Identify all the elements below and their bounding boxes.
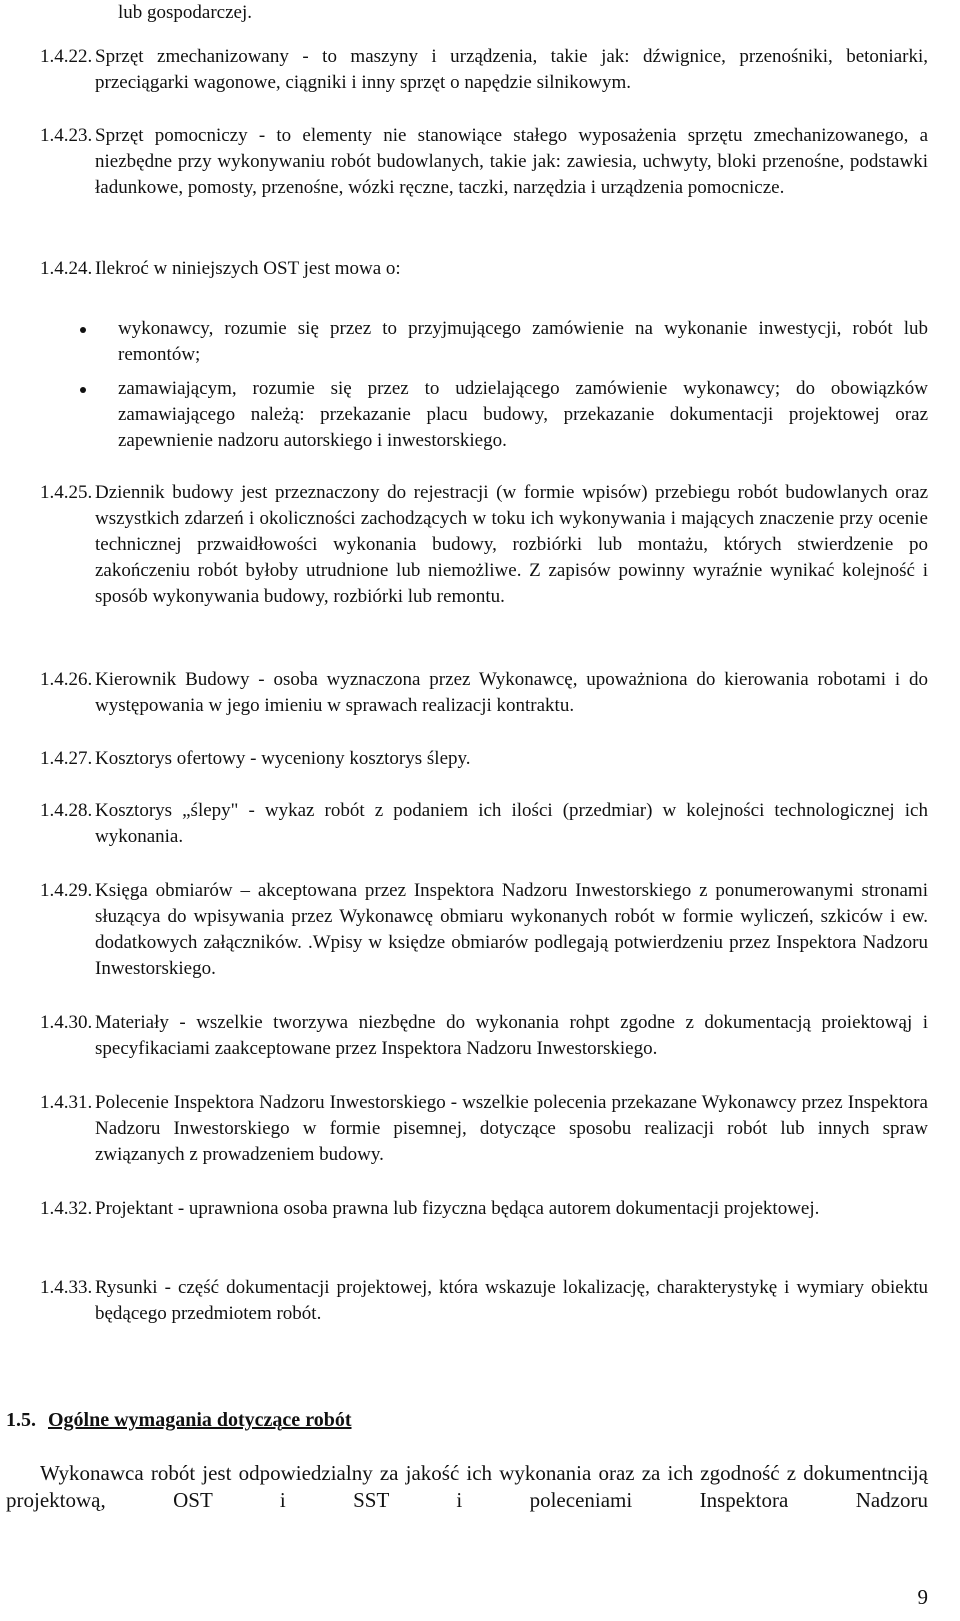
definition-1-4-30: [40, 1010, 928, 1062]
definition-1-4-29: [40, 878, 928, 982]
item-text: Projektant - uprawniona osoba prawna lub fizyczna będąca autorem dokumentacji projektowej.: [95, 1198, 820, 1219]
definition-1-4-27: [40, 746, 928, 772]
item-text: Ilekroć w niniejszych OST jest mowa o:: [95, 258, 401, 279]
item-number: 1.4.27.: [40, 748, 93, 769]
item-number: 1.4.29.: [40, 880, 93, 901]
item-number: 1.4.31.: [40, 1092, 93, 1113]
definition-1-4-33: [40, 1275, 928, 1327]
item-number: 1.4.33.: [40, 1277, 93, 1298]
page-number: 9: [917, 1585, 928, 1609]
item-number: 1.4.32.: [40, 1198, 93, 1219]
item-number: 1.4.26.: [40, 669, 93, 690]
section-heading: [6, 1406, 352, 1434]
bullet-text: zamawiającym, rozumie się przez to udzielającego zamówienie wykonawcy; do obowiązków zamawiającego należą: przekazanie placu budowy, przekazanie dokumentacji projektowej oraz zapewnienie nadzoru autorskiego i inwestorskiego.: [118, 378, 928, 451]
definition-1-4-25: [40, 480, 928, 610]
continuation-text: lub gospodarczej.: [118, 2, 253, 23]
bullet-text: wykonawcy, rozumie się przez to przyjmującego zamówienie na wykonanie inwestycji, robót lub remontów;: [118, 318, 928, 365]
item-text: Kosztorys ofertowy - wyceniony kosztorys ślepy.: [95, 748, 471, 769]
item-text: Dziennik budowy jest przeznaczony do rejestracji (w formie wpisów) przebiegu robót budowlanych oraz wszystkich zdarzeń i okoliczności zachodzących w toku ich wykonywania i mających znaczenie przy ocenie technicznej przwaidłowości wykonania budowy, rozbiórki lub montażu, których stwierdzenie po zakończeniu robót byłoby utrudnione lub niemożliwe. Z zapisów powinny wyraźnie wynikać kolejność i sposób wykonywania budowy, rozbiórki lub remontu.: [95, 482, 928, 607]
definition-1-4-23: [40, 123, 928, 201]
item-text: Polecenie Inspektora Nadzoru Inwestorskiego - wszelkie polecenia przekazane Wykonawcy przez Inspektora Nadzoru Inwestorskiego w formie pisemnej, dotyczące sposobu realizacji robót lub innych spraw związanych z prowadzeniem budowy.: [95, 1092, 928, 1165]
item-number: 1.4.28.: [40, 800, 93, 821]
section-title: Ogólne wymagania dotyczące robót: [48, 1409, 352, 1431]
definition-1-4-24: [40, 256, 928, 282]
definition-1-4-26: [40, 667, 928, 719]
section-paragraph: Wykonawca robót jest odpowiedzialny za jakość ich wykonania oraz za ich zgodność z dokumentnciją projektową, OST i SST i poleceniami Inspektora Nadzoru: [6, 1461, 928, 1512]
item-text: Księga obmiarów – akceptowana przez Inspektora Nadzoru Inwestorskiego z ponumerowanymi stronami słuzącya do wpisywania przez Wykonawcę obmiaru wykonanych robót w formie wyliczeń, szkiców i ew. dodatkowych załączników. .Wpisy w księdze obmiarów podlegają potwierdzeniu przez Inspektora Nadzoru Inwestorskiego.: [95, 880, 928, 979]
section-number: 1.5.: [6, 1409, 36, 1431]
bullet-icon: [80, 327, 86, 333]
item-text: Kosztorys „ślepy" - wykaz robót z podaniem ich ilości (przedmiar) w kolejności technologicznej ich wykonania.: [95, 800, 928, 847]
list-item: [0, 376, 928, 454]
item-number: 1.4.30.: [40, 1012, 93, 1033]
item-number: 1.4.25.: [40, 482, 93, 503]
definition-1-4-32: [40, 1196, 928, 1222]
definition-1-4-31: [40, 1090, 928, 1168]
item-number: 1.4.22.: [40, 46, 93, 67]
item-number: 1.4.23.: [40, 125, 93, 146]
item-text: Kierownik Budowy - osoba wyznaczona przez Wykonawcę, upoważniona do kierowania robotami i do występowania w jego imieniu w sprawach realizacji kontraktu.: [95, 669, 928, 716]
definition-1-4-22: [40, 44, 928, 96]
list-item: [0, 316, 928, 368]
bullet-list: [0, 316, 928, 462]
item-text: Rysunki - część dokumentacji projektowej, która wskazuje lokalizację, charakterystykę i wymiary obiektu będącego przedmiotem robót.: [95, 1277, 928, 1324]
item-text: Sprzęt zmechanizowany - to maszyny i urządzenia, takie jak: dźwignice, przenośniki, betoniarki, przeciągarki wagonowe, ciągniki i inny sprzęt o napędzie silnikowym.: [95, 46, 928, 93]
item-number: 1.4.24.: [40, 258, 93, 279]
definition-1-4-28: [40, 798, 928, 850]
bullet-icon: [80, 387, 86, 393]
item-text: Materiały - wszelkie tworzywa niezbędne do wykonania rohpt zgodne z dokumentacją proiektowąj i specyfikaciami zaakceptowane przez Inspektora Nadzoru Inwestorskiego.: [95, 1012, 928, 1059]
item-text: Sprzęt pomocniczy - to elementy nie stanowiące stałego wyposażenia sprzętu zmechanizowanego, a niezbędne przy wykonywaniu robót budowlanych, takie jak: zawiesia, uchwyty, bloki przenośne, podstawki ładunkowe, pomosty, przenośne, wózki ręczne, taczki, narzędzia i urządzenia pomocnicze.: [95, 125, 928, 198]
